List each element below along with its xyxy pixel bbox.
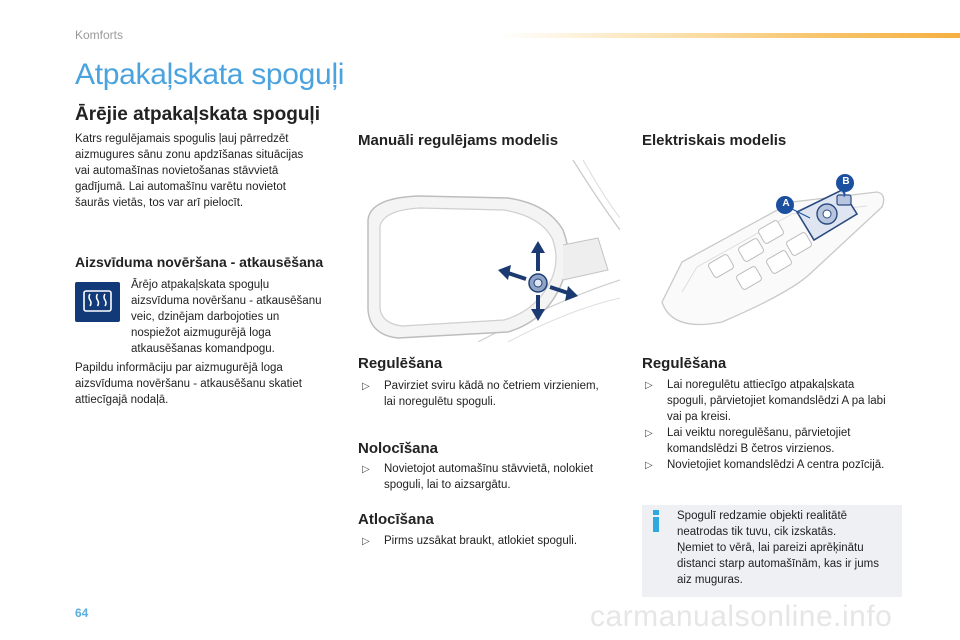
label-a: A — [782, 198, 790, 209]
manual-adjust-heading: Regulēšana — [358, 355, 443, 372]
bullet-line: spoguli, pārvietojiet komandslēdzi A pa labi — [667, 395, 886, 407]
defrost-line: aizsvīduma novēršanu - atkausēšanu — [131, 295, 322, 307]
section-label: Komforts — [75, 28, 124, 42]
electric-bullet — [645, 377, 907, 425]
bullet-arrow-icon: ▷ — [362, 381, 370, 392]
bullet-arrow-icon: ▷ — [645, 428, 653, 439]
intro-line: vai automašīnas novietošanas stāvvietā — [75, 165, 279, 177]
unfold-bullet — [362, 533, 622, 550]
manual-adjust-bullet — [362, 378, 622, 410]
fold-bullet — [362, 461, 622, 493]
unfold-heading: Atlocīšana — [358, 511, 434, 528]
bullet-line: Novietojot automašīnu stāvvietā, nolokiet — [384, 463, 594, 475]
electric-bullet — [645, 425, 907, 457]
bullet-line: Novietojiet komandslēdzi A centra pozīcijā. — [667, 459, 885, 471]
defrost-line: atkausēšanas komandpogu. — [131, 343, 275, 355]
page-number: 64 — [75, 606, 89, 620]
bullet-line: Pirms uzsākat braukt, atlokiet spoguli. — [384, 535, 578, 547]
electric-bullet — [645, 457, 907, 474]
exterior-mirrors-heading: Ārējie atpakaļskata spoguļi — [75, 104, 320, 125]
header-accent-bar — [500, 33, 960, 38]
intro-line: aizmugures sānu zonu apdzīšanas situācijas — [75, 149, 304, 161]
info-line: distanci starp automašīnām, kas ir jums — [677, 558, 879, 570]
info-line: Spogulī redzamie objekti realitātē — [677, 510, 848, 522]
bullet-line: Lai noregulētu attiecīgo atpakaļskata — [667, 379, 855, 391]
more-info-line: attiecīgajā nodaļā. — [75, 394, 169, 406]
intro-line: Katrs regulējamais spogulis ļauj pārredzēt — [75, 133, 289, 145]
info-text — [677, 508, 902, 588]
label-b: B — [842, 176, 850, 187]
bullet-arrow-icon: ▷ — [362, 464, 370, 475]
electric-model-heading: Elektriskais modelis — [642, 132, 787, 149]
info-line: aiz muguras. — [677, 574, 743, 586]
info-icon — [650, 510, 662, 532]
more-info-line: aizsvīduma novēršanu - atkausēšanu skatiet — [75, 378, 302, 390]
intro-line: šaurās vietās, tos var arī pielocīt. — [75, 197, 244, 209]
defrost-heading: Aizsvīduma novēršana - atkausēšana — [75, 254, 324, 270]
rear-defrost-icon — [75, 282, 120, 322]
bullet-line: Lai veiktu noregulēšanu, pārvietojiet — [667, 427, 851, 439]
more-info-line: Papildu informāciju par aizmugurējā loga — [75, 362, 283, 374]
info-line: neatrodas tik tuvu, cik izskatās. — [677, 526, 837, 538]
defrost-line: nospiežot aizmugurējā loga — [131, 327, 272, 339]
bullet-line: Pavirziet sviru kādā no četriem virzieniem, — [384, 380, 599, 392]
bullet-arrow-icon: ▷ — [645, 460, 653, 471]
manual-model-heading: Manuāli regulējams modelis — [358, 132, 559, 149]
bullet-arrow-icon: ▷ — [645, 380, 653, 391]
electric-adjust-heading: Regulēšana — [642, 355, 727, 372]
defrost-text — [131, 277, 346, 357]
bullet-line: spoguli, lai to aizsargātu. — [384, 479, 511, 491]
defrost-line: veic, dzinējam darbojoties un — [131, 311, 280, 323]
intro-line: gadījumā. Lai automašīnu varētu novietot — [75, 181, 286, 193]
info-line: Ņemiet to vērā, lai pareizi aprēķinātu — [677, 542, 864, 554]
bullet-arrow-icon: ▷ — [362, 536, 370, 547]
bullet-line: komandslēdzi B četros virzienos. — [667, 443, 835, 455]
fold-heading: Nolocīšana — [358, 440, 439, 457]
manual-mirror-illustration — [358, 160, 620, 342]
watermark: carmanualsonline.info — [590, 600, 893, 633]
bullet-line: vai pa kreisi. — [667, 411, 731, 423]
electric-switch-illustration — [642, 162, 904, 342]
intro-paragraph — [75, 131, 345, 211]
page-title: Atpakaļskata spoguļi — [75, 58, 345, 91]
bullet-line: lai noregulētu spoguli. — [384, 396, 496, 408]
more-info-paragraph — [75, 360, 345, 408]
defrost-line: Ārējo atpakaļskata spoguļu — [131, 279, 270, 291]
electric-bullets — [645, 377, 907, 474]
